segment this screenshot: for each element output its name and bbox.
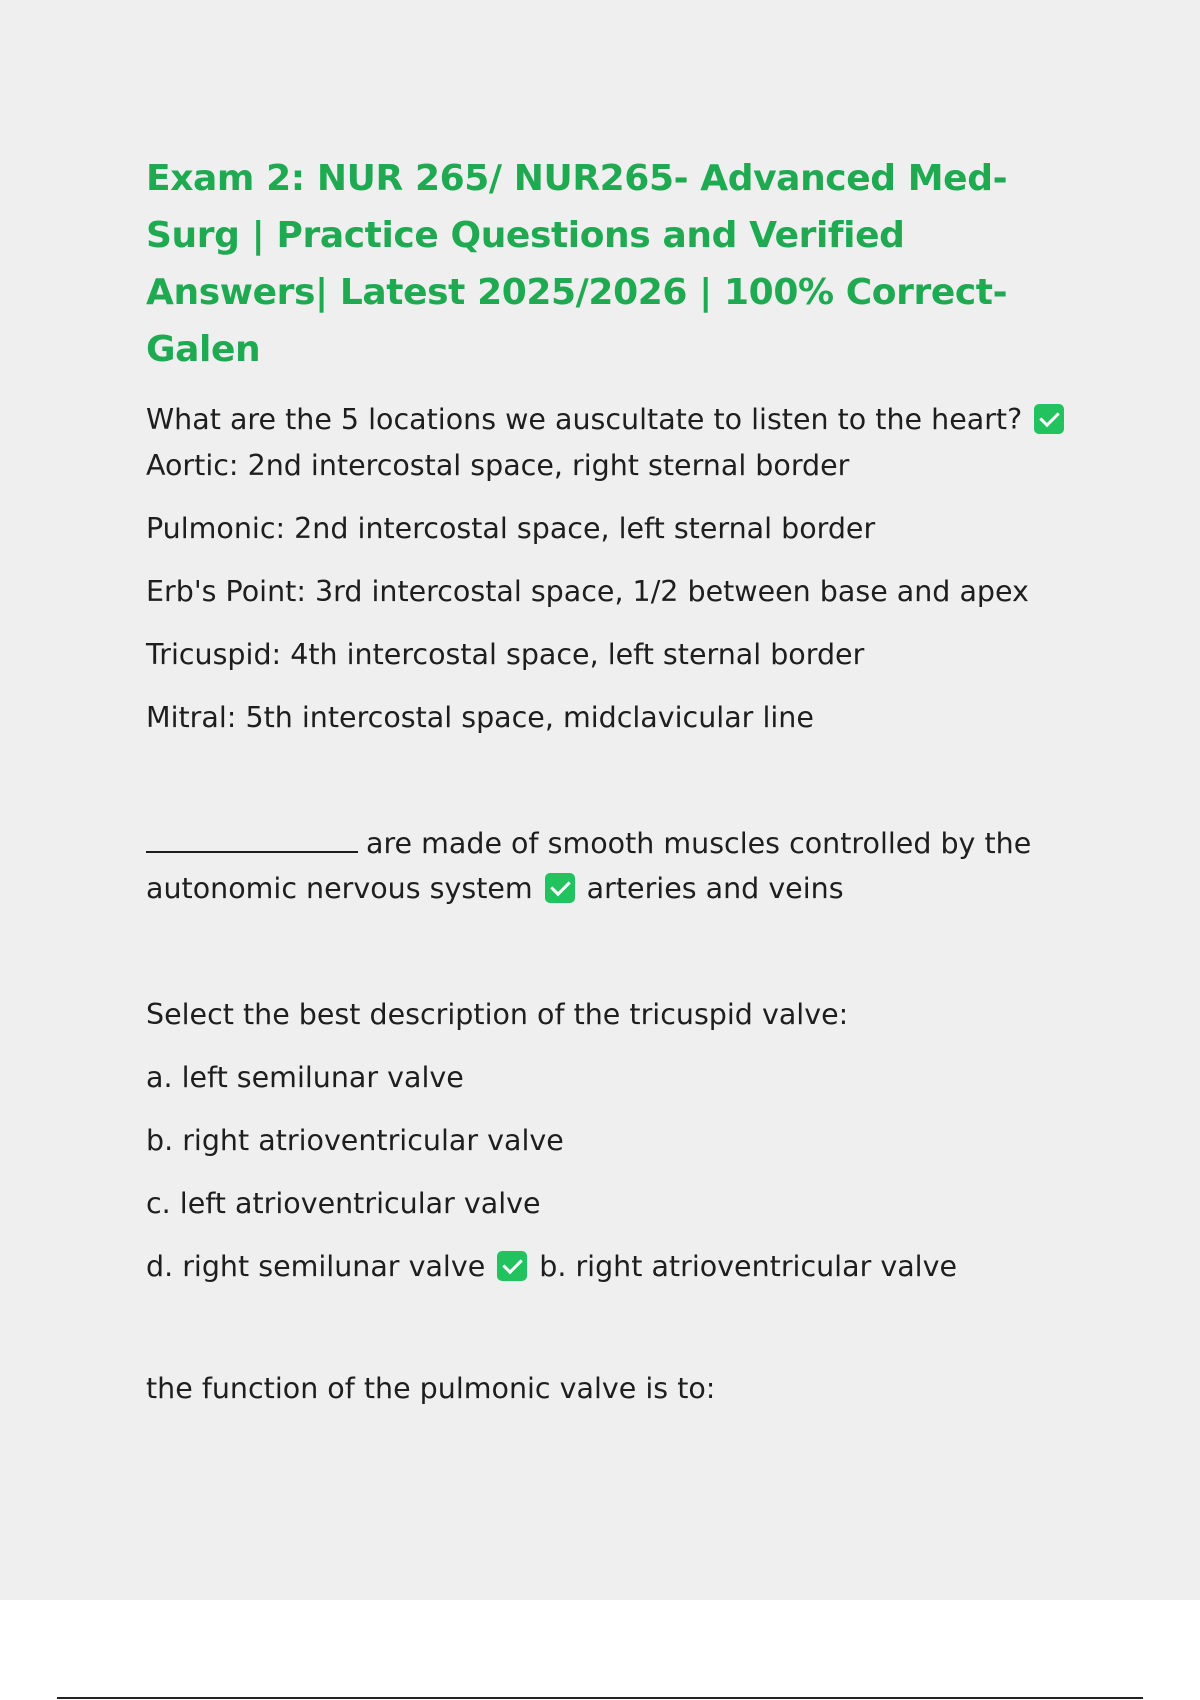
question-2-row-1 (146, 823, 1076, 869)
check-icon (545, 873, 575, 903)
option-b: b. right atrioventricular valve (146, 1124, 564, 1157)
option-a: a. left semilunar valve (146, 1061, 464, 1094)
answer-1-line: Mitral: 5th intercostal space, midclavicular line (146, 701, 814, 734)
option-d: d. right semilunar valve (146, 1250, 486, 1283)
question-2-text-part2: autonomic nervous system (146, 872, 533, 905)
answer-1-line: Aortic: 2nd intercostal space, right sternal border (146, 449, 850, 482)
fill-in-blank (146, 823, 358, 853)
question-3 (146, 995, 1076, 1310)
question-4 (146, 1369, 1076, 1432)
question-4-text: the function of the pulmonic valve is to: (146, 1372, 716, 1405)
question-3-text: Select the best description of the tricuspid valve: (146, 998, 849, 1031)
answer-1-line: Pulmonic: 2nd intercostal space, left sternal border (146, 512, 876, 545)
question-1-row (146, 400, 1076, 446)
footer-divider (57, 1697, 1143, 1699)
question-2-answer: arteries and veins (586, 872, 844, 905)
option-c: c. left atrioventricular valve (146, 1187, 541, 1220)
question-2-row-2 (146, 869, 1076, 932)
question-2-text-part1: are made of smooth muscles controlled by the (366, 827, 1032, 860)
question-1-text: What are the 5 locations we auscultate to listen to the heart? (146, 403, 1023, 436)
question-1 (146, 400, 1076, 761)
question-3-answer: b. right atrioventricular valve (539, 1250, 957, 1283)
check-icon (497, 1251, 527, 1281)
answer-1-line: Tricuspid: 4th intercostal space, left sternal border (146, 638, 865, 671)
answer-1-line: Erb's Point: 3rd intercostal space, 1/2 between base and apex (146, 575, 1029, 608)
title-block (146, 150, 1076, 378)
document-title: Exam 2: NUR 265/ NUR265- Advanced Med-Surg | Practice Questions and Verified Answers| Latest 2025/2026 | 100% Correct- Galen (146, 158, 1008, 370)
option-d-row (146, 1247, 1076, 1310)
check-icon (1034, 404, 1064, 434)
question-2 (146, 823, 1076, 932)
